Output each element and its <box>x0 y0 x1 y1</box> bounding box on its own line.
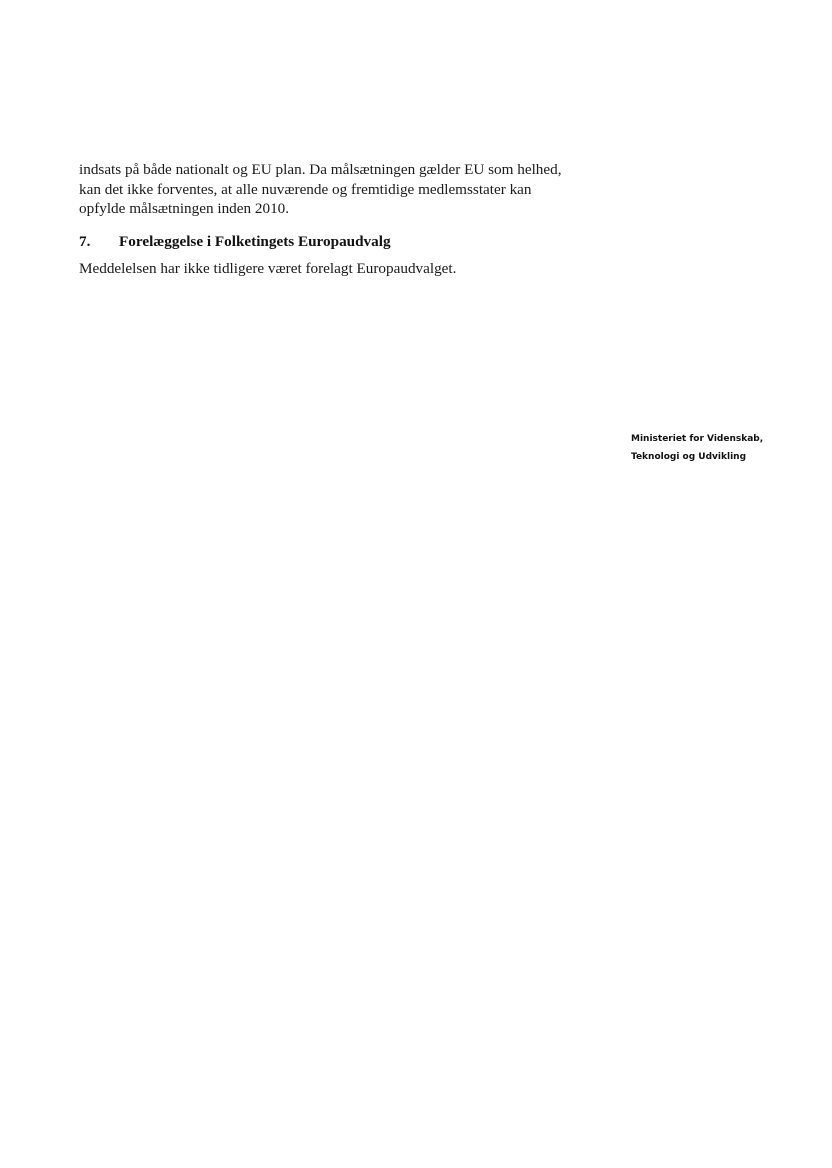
paragraph-line: indsats på både nationalt og EU plan. Da målsætningen gælder EU som helhed, <box>79 161 562 178</box>
section-heading <box>79 232 391 252</box>
sender-line-2: Teknologi og Udvikling <box>631 452 747 462</box>
paragraph-line: opfylde målsætningen inden 2010. <box>79 200 290 217</box>
section-title: Forelæggelse i Folketingets Europaudvalg <box>119 233 391 250</box>
sender-line-1: Ministeriet for Videnskab, <box>631 434 764 444</box>
sender-block <box>631 430 763 466</box>
paragraph-line: kan det ikke forventes, at alle nuværende og fremtidige medlemsstater kan <box>79 180 532 198</box>
paragraph-continuation <box>79 160 619 219</box>
section-number: 7. <box>79 233 91 250</box>
section-body: Meddelelsen har ikke tidligere været forelagt Europaudvalget. <box>79 260 457 277</box>
